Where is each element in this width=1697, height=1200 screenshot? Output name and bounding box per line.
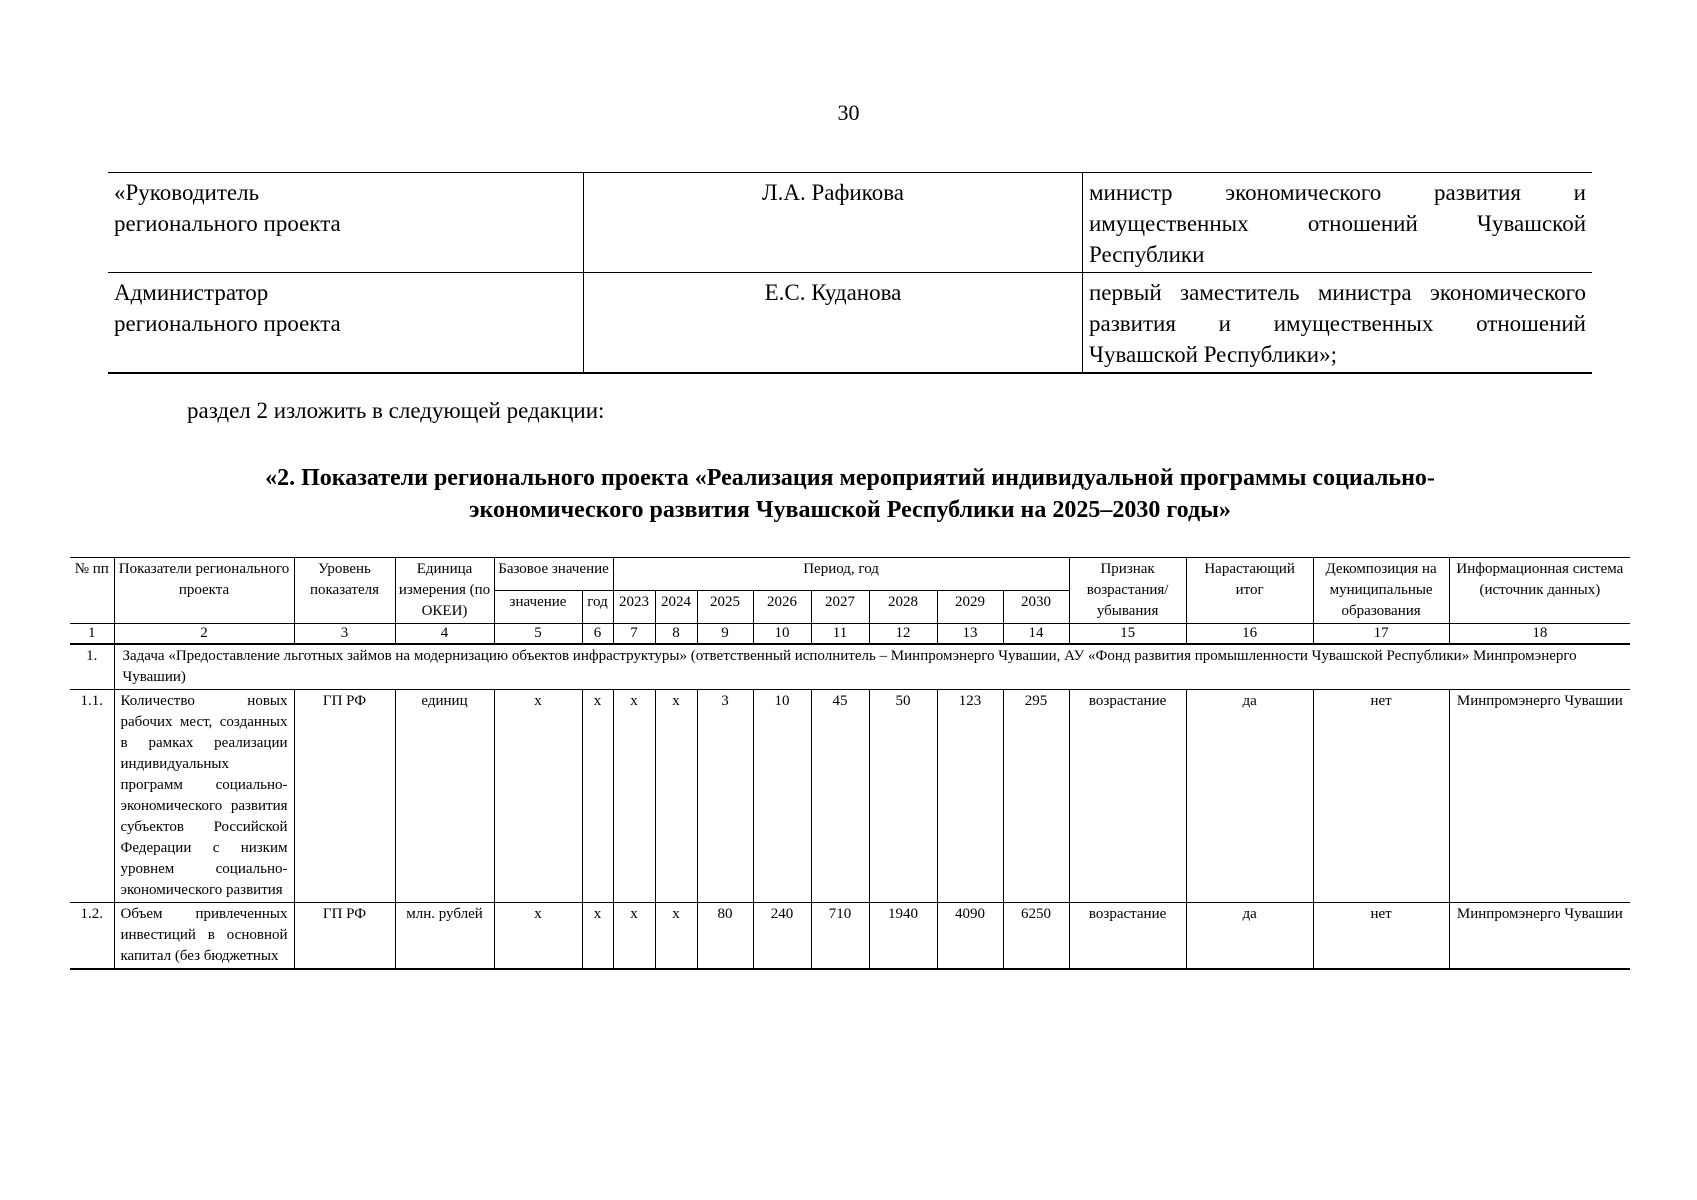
role-line: «Руководитель <box>114 180 260 205</box>
row-number: 1.2. <box>70 903 114 970</box>
value-2023: х <box>613 690 655 903</box>
header-level: Уровень показателя <box>294 558 395 624</box>
column-number: 14 <box>1003 624 1069 645</box>
value-2027: 710 <box>811 903 869 970</box>
column-number: 18 <box>1449 624 1630 645</box>
value-2029: 123 <box>937 690 1003 903</box>
decomposition: нет <box>1313 690 1449 903</box>
value-2024: х <box>655 903 697 970</box>
value-2025: 80 <box>697 903 753 970</box>
value-2030: 6250 <box>1003 903 1069 970</box>
header-period: Период, год <box>613 558 1069 591</box>
page-number: 30 <box>837 100 860 125</box>
header-year: 2029 <box>937 591 1003 624</box>
section-title-line: экономического развития Чувашской Республики на 2025–2030 годы» <box>469 497 1231 523</box>
indicator-level: ГП РФ <box>294 903 395 970</box>
column-numbers-row <box>70 624 1630 645</box>
cumulative-total: да <box>1186 903 1313 970</box>
header-year: 2023 <box>613 591 655 624</box>
indicator-name: Объем привлеченных инвестиций в основной капитал (без бюджетных <box>114 903 294 970</box>
project-head-row <box>108 173 1592 273</box>
header-base-value: значение <box>494 591 582 624</box>
value-2024: х <box>655 690 697 903</box>
column-number: 9 <box>697 624 753 645</box>
unit-of-measure: млн. рублей <box>395 903 494 970</box>
role-line: регионального проекта <box>114 311 341 336</box>
indicator-level: ГП РФ <box>294 690 395 903</box>
header-decomposition: Декомпозиция на муниципальные образования <box>1313 558 1449 624</box>
section-title-line: «2. Показатели регионального проекта «Реализация мероприятий индивидуальной программы социально- <box>265 465 1435 491</box>
role-line: Администратор <box>114 280 269 305</box>
task-number: 1. <box>70 644 114 690</box>
value-2026: 240 <box>753 903 811 970</box>
column-number: 6 <box>582 624 613 645</box>
cumulative-total: да <box>1186 690 1313 903</box>
value-2025: 3 <box>697 690 753 903</box>
unit-of-measure: единиц <box>395 690 494 903</box>
column-number: 17 <box>1313 624 1449 645</box>
column-number: 1 <box>70 624 114 645</box>
header-year: 2025 <box>697 591 753 624</box>
value-2023: х <box>613 903 655 970</box>
header-base: Базовое значение <box>494 558 613 591</box>
base-value: х <box>494 903 582 970</box>
header-num: № пп <box>70 558 114 624</box>
project-admin-row <box>108 273 1592 374</box>
value-2028: 50 <box>869 690 937 903</box>
column-number: 8 <box>655 624 697 645</box>
value-2026: 10 <box>753 690 811 903</box>
header-year: 2027 <box>811 591 869 624</box>
base-value: х <box>494 690 582 903</box>
column-number: 12 <box>869 624 937 645</box>
row-number: 1.1. <box>70 690 114 903</box>
header-year: 2030 <box>1003 591 1069 624</box>
header-indicator: Показатели регионального проекта <box>114 558 294 624</box>
header-info-system: Информационная система (источник данных) <box>1449 558 1630 624</box>
instruction-text: раздел 2 изложить в следующей редакции: <box>187 398 605 423</box>
column-number: 13 <box>937 624 1003 645</box>
table-row <box>70 903 1630 970</box>
base-year: х <box>582 903 613 970</box>
person-name: Е.С. Куданова <box>584 273 1083 374</box>
header-year: 2028 <box>869 591 937 624</box>
role-cell <box>108 173 584 273</box>
column-number: 15 <box>1069 624 1186 645</box>
person-name: Л.А. Рафикова <box>584 173 1083 273</box>
task-text: Задача «Предоставление льготных займов на модернизацию объектов инфраструктуры» (ответственный исполнитель – Минпромэнерго Чувашии, АУ «Фонд развития промышленности Чувашской Республики» Минпромэнерго Чувашии) <box>114 644 1630 690</box>
column-number: 16 <box>1186 624 1313 645</box>
value-2027: 45 <box>811 690 869 903</box>
column-number: 11 <box>811 624 869 645</box>
person-position: первый заместитель министра экономического развития и имущественных отношений Чувашской Республики»; <box>1089 280 1586 367</box>
header-row <box>70 558 1630 591</box>
column-number: 3 <box>294 624 395 645</box>
info-system: Минпромэнерго Чувашии <box>1449 903 1630 970</box>
decomposition: нет <box>1313 903 1449 970</box>
header-year: 2026 <box>753 591 811 624</box>
table-row <box>70 690 1630 903</box>
base-year: х <box>582 690 613 903</box>
column-number: 7 <box>613 624 655 645</box>
column-number: 4 <box>395 624 494 645</box>
info-system: Минпромэнерго Чувашии <box>1449 690 1630 903</box>
role-cell <box>108 273 584 374</box>
task-row <box>70 644 1630 690</box>
header-base-year: год <box>582 591 613 624</box>
indicator-name: Количество новых рабочих мест, созданных в рамках реализации индивидуальных программ социально-экономического развития субъектов Российской Федерации с низким уровнем социально-экономического развития <box>114 690 294 903</box>
section-title <box>100 462 1600 526</box>
column-number: 5 <box>494 624 582 645</box>
responsible-persons-table <box>108 172 1592 374</box>
value-2029: 4090 <box>937 903 1003 970</box>
indicators-table <box>70 557 1630 970</box>
value-2030: 295 <box>1003 690 1069 903</box>
trend-sign: возрастание <box>1069 690 1186 903</box>
value-2028: 1940 <box>869 903 937 970</box>
column-number: 10 <box>753 624 811 645</box>
header-unit: Единица измерения (по ОКЕИ) <box>395 558 494 624</box>
trend-sign: возрастание <box>1069 903 1186 970</box>
person-position: министр экономического развития и имущественных отношений Чувашской Республики <box>1089 180 1586 267</box>
header-year: 2024 <box>655 591 697 624</box>
header-cumulative: Нарастающий итог <box>1186 558 1313 624</box>
role-line: регионального проекта <box>114 211 341 236</box>
header-trend: Признак возрастания/ убывания <box>1069 558 1186 624</box>
column-number: 2 <box>114 624 294 645</box>
